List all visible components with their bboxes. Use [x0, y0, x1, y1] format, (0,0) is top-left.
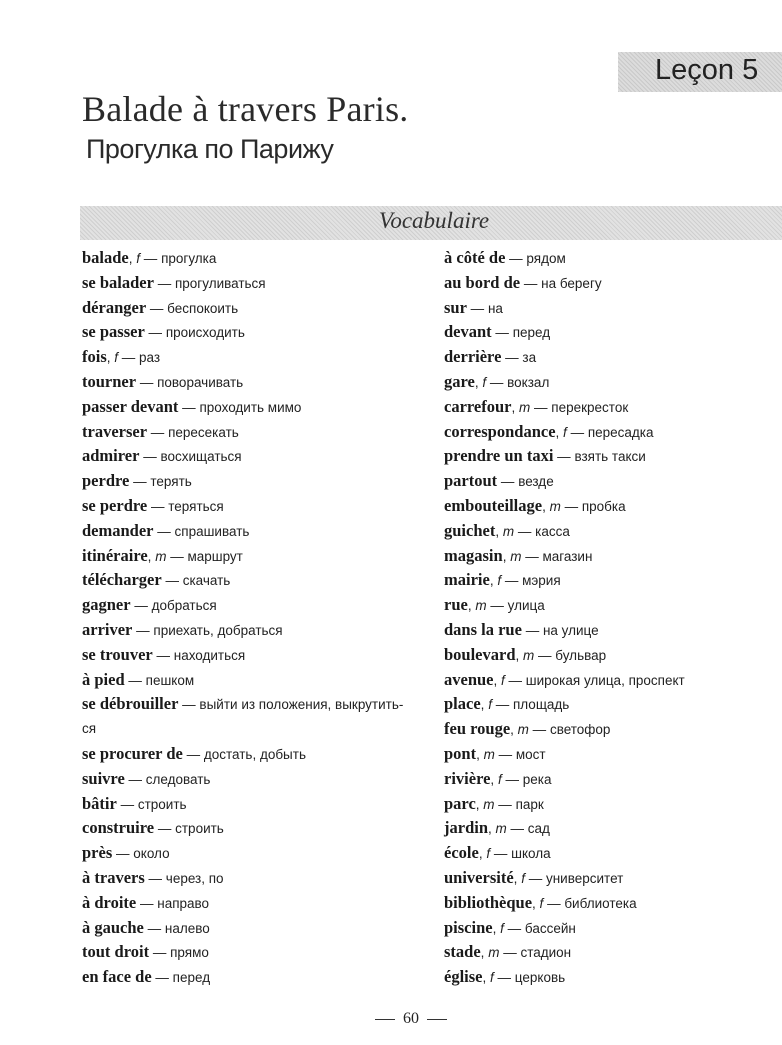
entry-term: se débrouiller — [82, 694, 179, 714]
entry-translation: бульвар — [555, 647, 607, 663]
entry-term: partout — [444, 471, 498, 491]
vocabulary-entry — [82, 893, 403, 918]
vocabulary-entry — [444, 843, 685, 868]
vocabulary-entry — [82, 868, 403, 893]
vocabulary-entry — [82, 347, 403, 372]
entry-dash: — — [543, 895, 565, 911]
entry-dash: — — [161, 573, 183, 589]
entry-dash: — — [504, 672, 526, 688]
entry-dash: — — [503, 920, 525, 936]
vocabulary-entry — [82, 645, 403, 670]
entry-translation: бассейн — [524, 920, 576, 936]
entry-dash: — — [491, 697, 513, 713]
entry-term: gare — [444, 371, 475, 391]
entry-dash: — — [151, 970, 173, 986]
entry-translation: школа — [511, 846, 551, 862]
entry-dash: — — [486, 598, 508, 614]
entry-gender: f — [497, 771, 502, 787]
entry-gender: m — [483, 796, 495, 812]
entry-dash: — — [520, 275, 542, 291]
entry-dash: — — [506, 821, 528, 837]
entry-dash: — — [505, 251, 527, 266]
vocabulary-entry — [444, 967, 685, 992]
entry-dash: — — [153, 523, 175, 539]
page-number-value: 60 — [403, 1010, 419, 1027]
entry-term: avenue — [444, 669, 494, 689]
entry-dash: — — [524, 870, 546, 886]
entry-dash: — — [501, 350, 523, 366]
entry-term: demander — [82, 520, 154, 540]
entry-term: derrière — [444, 347, 502, 367]
vocabulary-entry — [444, 372, 685, 397]
entry-translation: пешком — [145, 672, 195, 688]
vocabulary-entry — [82, 546, 403, 571]
page-number-rule-right — [427, 1019, 447, 1020]
entry-term: université — [444, 867, 514, 887]
entry-gender: f — [482, 374, 487, 390]
entry-translation: достать, добыть — [203, 746, 306, 762]
entry-translation: мэрия — [522, 573, 561, 589]
entry-term: prendre un taxi — [444, 446, 554, 466]
entry-term: arriver — [82, 619, 133, 639]
entry-term: en face de — [82, 967, 152, 987]
entry-translation: касса — [535, 523, 570, 539]
entry-dash: — — [178, 697, 200, 713]
entry-dash: — — [494, 746, 516, 762]
entry-term: se procurer de — [82, 743, 183, 763]
entry-translation: прямо — [170, 945, 209, 961]
entry-gender: f — [136, 251, 141, 266]
vocabulary-entry — [82, 397, 403, 422]
entry-gender: f — [563, 424, 567, 440]
vocabulary-entry — [444, 347, 685, 372]
entry-translation: река — [522, 771, 552, 787]
entry-term: boulevard — [444, 644, 516, 664]
entry-translation: за — [522, 350, 537, 366]
vocabulary-entry — [82, 620, 403, 645]
entry-term: à côté de — [444, 248, 506, 267]
entry-translation: прогулка — [161, 251, 217, 266]
entry-term: embouteillage — [444, 495, 543, 515]
entry-dash: — — [149, 945, 171, 961]
entry-comma: , — [482, 970, 491, 986]
entry-term: passer devant — [82, 396, 179, 416]
entry-translation: на берегу — [541, 275, 602, 291]
entry-gender: m — [155, 548, 167, 564]
entry-translation: перекресток — [551, 399, 629, 415]
vocabulary-entry — [444, 670, 685, 695]
entry-dash: — — [147, 424, 169, 440]
entry-dash: — — [491, 325, 513, 341]
entry-dash: — — [497, 474, 519, 490]
entry-gender: m — [502, 523, 515, 539]
entry-gender: f — [486, 846, 491, 862]
entry-translation: происходить — [165, 325, 245, 341]
entry-term: feu rouge — [444, 719, 511, 739]
entry-translation: раз — [139, 350, 161, 366]
entry-term: correspondance — [444, 421, 556, 441]
vocabulary-entry — [444, 546, 685, 571]
entry-translation: восхищаться — [160, 449, 242, 465]
entry-translation: спрашивать — [174, 523, 250, 539]
entry-dash: — — [146, 300, 168, 316]
entry-dash: — — [178, 399, 200, 415]
vocabulary-entry — [82, 496, 403, 521]
entry-translation: на — [487, 300, 503, 316]
entry-term: télécharger — [82, 570, 162, 590]
entry-gender: m — [549, 498, 561, 514]
entry-comma: , — [489, 573, 498, 589]
vocabulary-entry — [82, 595, 403, 620]
vocabulary-entry — [444, 521, 685, 546]
vocabulary-entry — [82, 521, 403, 546]
entry-dash: — — [147, 498, 169, 514]
vocabulary-entry — [444, 595, 685, 620]
entry-term: bibliothèque — [444, 892, 533, 912]
entry-term: tout droit — [82, 942, 150, 962]
entry-dash: — — [144, 325, 166, 341]
vocabulary-entry — [82, 298, 403, 323]
entry-dash: — — [124, 771, 146, 787]
entry-translation: мост — [515, 746, 546, 762]
entry-dash: — — [530, 399, 552, 415]
entry-term: traverser — [82, 421, 148, 441]
vocabulary-entry — [82, 942, 403, 967]
vocabulary-entry — [82, 273, 403, 298]
entry-comma: , — [542, 498, 550, 514]
entry-term: perdre — [82, 471, 130, 491]
vocabulary-entry — [444, 868, 685, 893]
entry-term: se balader — [82, 272, 154, 292]
vocabulary-entry — [444, 893, 685, 918]
entry-comma: , — [147, 548, 156, 564]
entry-term: déranger — [82, 297, 147, 317]
entry-comma: , — [475, 796, 484, 812]
vocabulary-entry — [444, 570, 685, 595]
entry-comma: , — [128, 251, 137, 266]
vocabulary-entry — [444, 620, 685, 645]
vocabulary-entry — [444, 918, 685, 943]
entry-dash: — — [153, 275, 175, 291]
entry-gender: m — [488, 945, 500, 961]
entry-gender: f — [490, 970, 494, 986]
vocabulary-entry — [82, 570, 403, 595]
entry-gender: m — [483, 746, 495, 762]
vocabulary-entry — [82, 446, 403, 471]
vocabulary-entry — [82, 248, 403, 273]
entry-translation: следовать — [145, 771, 211, 787]
entry-translation: рядом — [526, 251, 566, 266]
vocabulary-entry — [82, 918, 403, 943]
entry-translation: на улице — [542, 622, 599, 638]
entry-translation: стадион — [520, 945, 572, 961]
entry-translation: светофор — [549, 722, 611, 738]
entry-term: école — [444, 843, 479, 863]
entry-dash: — — [124, 672, 146, 688]
entry-term: fois — [82, 347, 107, 367]
vocabulary-entry — [82, 372, 403, 397]
entry-comma: , — [476, 746, 484, 762]
lesson-label: Leçon 5 — [655, 54, 759, 86]
entry-translation: университет — [545, 870, 624, 886]
entry-term: près — [82, 843, 113, 863]
entry-comma: , — [532, 895, 540, 911]
entry-term: place — [444, 694, 481, 714]
entry-translation: терять — [150, 474, 192, 490]
entry-comma: , — [106, 350, 115, 366]
entry-comma: , — [478, 846, 487, 862]
entry-term: bâtir — [82, 793, 117, 813]
entry-dash: — — [136, 895, 158, 911]
entry-translation: взять такси — [574, 449, 646, 465]
vocabulary-entry — [444, 645, 685, 670]
entry-gender: m — [519, 399, 531, 415]
entry-dash: — — [514, 523, 536, 539]
vocabulary-entry — [444, 794, 685, 819]
vocabulary-entry — [444, 496, 685, 521]
entry-dash: — — [112, 846, 134, 862]
entry-dash: — — [144, 870, 166, 886]
entry-dash: — — [521, 548, 543, 564]
vocabulary-entry — [82, 794, 403, 819]
entry-gender: m — [475, 598, 487, 614]
entry-term: piscine — [444, 917, 493, 937]
entry-translation: широкая улица, проспект — [525, 672, 685, 688]
section-title: Vocabulaire — [378, 208, 490, 233]
vocabulary-entry — [444, 769, 685, 794]
entry-gender: m — [510, 548, 522, 564]
entry-comma: , — [502, 548, 511, 564]
entry-translation: перед — [512, 325, 551, 341]
entry-gender: m — [517, 722, 529, 738]
entry-gender: f — [539, 895, 544, 911]
entry-comma: , — [493, 672, 502, 688]
vocabulary-entry — [444, 942, 685, 967]
entry-term: mairie — [444, 570, 490, 590]
entry-comma: , — [467, 598, 476, 614]
entry-term: balade — [82, 248, 129, 267]
entry-comma: , — [511, 399, 520, 415]
entry-translation: добраться — [151, 598, 217, 614]
entry-term: construire — [82, 818, 155, 838]
entry-translation: улица — [507, 598, 545, 614]
entry-translation: строить — [175, 821, 224, 837]
entry-dash: — — [494, 796, 516, 812]
entry-term: rivière — [444, 768, 491, 788]
entry-term: se passer — [82, 322, 145, 342]
entry-translation: выйти из положения, выкрутить- — [199, 697, 404, 713]
entry-gender: m — [495, 821, 507, 837]
entry-gender: f — [488, 697, 492, 713]
entry-translation: скачать — [182, 573, 231, 589]
entry-dash: — — [154, 821, 176, 837]
entry-translation: прогуливаться — [174, 275, 266, 291]
vocabulary-entry — [82, 422, 403, 447]
entry-dash: — — [132, 622, 154, 638]
entry-translation: сад — [527, 821, 550, 837]
vocabulary-entry — [82, 471, 403, 496]
entry-dash: — — [139, 449, 161, 465]
entry-dash: — — [528, 722, 550, 738]
entry-dash: — — [501, 573, 523, 589]
entry-dash: — — [486, 374, 508, 390]
entry-gender: f — [500, 920, 504, 936]
entry-translation: поворачивать — [157, 374, 244, 390]
entry-comma: , — [513, 870, 522, 886]
entry-term: à travers — [82, 867, 145, 887]
entry-term: jardin — [444, 818, 489, 838]
entry-dash: — — [166, 548, 188, 564]
vocabulary-entry — [82, 843, 403, 868]
entry-translation: приехать, добраться — [153, 622, 283, 638]
entry-translation: пересекать — [168, 424, 239, 440]
entry-comma: , — [495, 523, 503, 539]
entry-comma: , — [492, 920, 501, 936]
entry-translation: церковь — [514, 970, 566, 986]
entry-translation: проходить мимо — [199, 399, 302, 415]
entry-translation: около — [133, 846, 170, 862]
entry-translation: теряться — [168, 498, 224, 514]
entry-dash: — — [534, 647, 556, 663]
entry-gender: f — [521, 870, 525, 886]
entry-translation: налево — [164, 920, 210, 936]
entry-dash: — — [560, 498, 582, 514]
page-title-russian: Прогулка по Парижу — [86, 134, 334, 164]
vocabulary-entry — [444, 273, 685, 298]
entry-term: au bord de — [444, 272, 521, 292]
entry-dash: — — [152, 647, 174, 663]
entry-comma: , — [555, 424, 564, 440]
entry-term: église — [444, 967, 483, 987]
entry-dash: — — [553, 449, 575, 465]
entry-dash: — — [466, 300, 488, 316]
entry-term: admirer — [82, 446, 140, 466]
entry-translation: перед — [172, 970, 211, 986]
vocabulary-column-right — [444, 248, 685, 992]
entry-gender: m — [523, 647, 535, 663]
entry-term: à gauche — [82, 917, 144, 937]
vocabulary-entry — [444, 744, 685, 769]
entry-comma: , — [510, 722, 518, 738]
page-number — [0, 1010, 782, 1028]
entry-translation-continuation: ся — [82, 721, 97, 737]
vocabulary-entry — [444, 298, 685, 323]
entry-translation: через, по — [165, 870, 224, 886]
entry-dash: — — [521, 622, 543, 638]
entry-term: suivre — [82, 768, 125, 788]
entry-term: magasin — [444, 545, 503, 565]
entry-dash: — — [499, 945, 521, 961]
vocabulary-entry — [444, 322, 685, 347]
entry-translation: площадь — [512, 697, 570, 713]
entry-gender: f — [501, 672, 505, 688]
entry-dash: — — [118, 350, 140, 366]
entry-comma: , — [490, 771, 498, 787]
entry-translation: везде — [518, 474, 554, 490]
vocabulary-entry — [82, 967, 403, 992]
entry-comma: , — [474, 374, 483, 390]
vocabulary-entry — [444, 422, 685, 447]
entry-term: tourner — [82, 371, 137, 391]
entry-dash: — — [566, 424, 588, 440]
page-number-rule-left — [375, 1019, 395, 1020]
vocabulary-entry — [444, 471, 685, 496]
entry-dash: — — [501, 771, 523, 787]
entry-term: gagner — [82, 595, 131, 615]
page-title-french: Balade à travers Paris. — [82, 89, 409, 129]
entry-term: stade — [444, 942, 481, 962]
entry-term: itinéraire — [82, 545, 148, 565]
entry-translation: направо — [157, 895, 210, 911]
entry-term: à pied — [82, 669, 125, 689]
entry-term: guichet — [444, 520, 496, 540]
entry-translation: пересадка — [587, 424, 654, 440]
entry-term: sur — [444, 297, 467, 317]
vocabulary-entry — [444, 397, 685, 422]
entry-dash: — — [490, 846, 512, 862]
entry-gender: f — [497, 573, 502, 589]
entry-translation: беспокоить — [167, 300, 239, 316]
entry-translation: библиотека — [564, 895, 637, 911]
entry-dash: — — [143, 920, 165, 936]
entry-term: devant — [444, 322, 492, 342]
vocabulary-entry — [444, 446, 685, 471]
entry-translation: маршрут — [187, 548, 243, 564]
entry-term: à droite — [82, 892, 137, 912]
entry-translation: вокзал — [507, 374, 550, 390]
entry-gender: f — [114, 350, 119, 366]
vocabulary-entry — [444, 694, 685, 719]
entry-translation: магазин — [542, 548, 593, 564]
entry-translation: парк — [515, 796, 544, 812]
entry-dash: — — [116, 796, 138, 812]
vocabulary-entry — [82, 694, 403, 744]
entry-term: se trouver — [82, 644, 153, 664]
entry-comma: , — [515, 647, 524, 663]
entry-term: dans la rue — [444, 619, 522, 639]
entry-dash: — — [130, 598, 152, 614]
entry-term: se perdre — [82, 495, 148, 515]
vocabulary-entry — [444, 818, 685, 843]
vocabulary-entry — [444, 719, 685, 744]
vocabulary-entry — [82, 670, 403, 695]
vocabulary-entry — [82, 744, 403, 769]
entry-translation: находиться — [173, 647, 246, 663]
vocabulary-entry — [82, 818, 403, 843]
entry-comma: , — [480, 945, 489, 961]
entry-translation: строить — [137, 796, 187, 812]
entry-term: pont — [444, 743, 477, 763]
entry-comma: , — [488, 821, 496, 837]
entry-dash: — — [182, 746, 204, 762]
entry-dash: — — [129, 474, 151, 490]
entry-dash: — — [136, 374, 158, 390]
entry-translation: пробка — [581, 498, 626, 514]
entry-dash: — — [493, 970, 515, 986]
vocabulary-entry — [444, 248, 685, 273]
entry-term: carrefour — [444, 396, 512, 416]
vocabulary-entry — [82, 769, 403, 794]
entry-comma: , — [480, 697, 489, 713]
vocabulary-column-left — [82, 248, 403, 992]
vocabulary-entry — [82, 322, 403, 347]
entry-term: parc — [444, 793, 476, 813]
entry-dash: — — [140, 251, 162, 266]
entry-term: rue — [444, 595, 468, 615]
